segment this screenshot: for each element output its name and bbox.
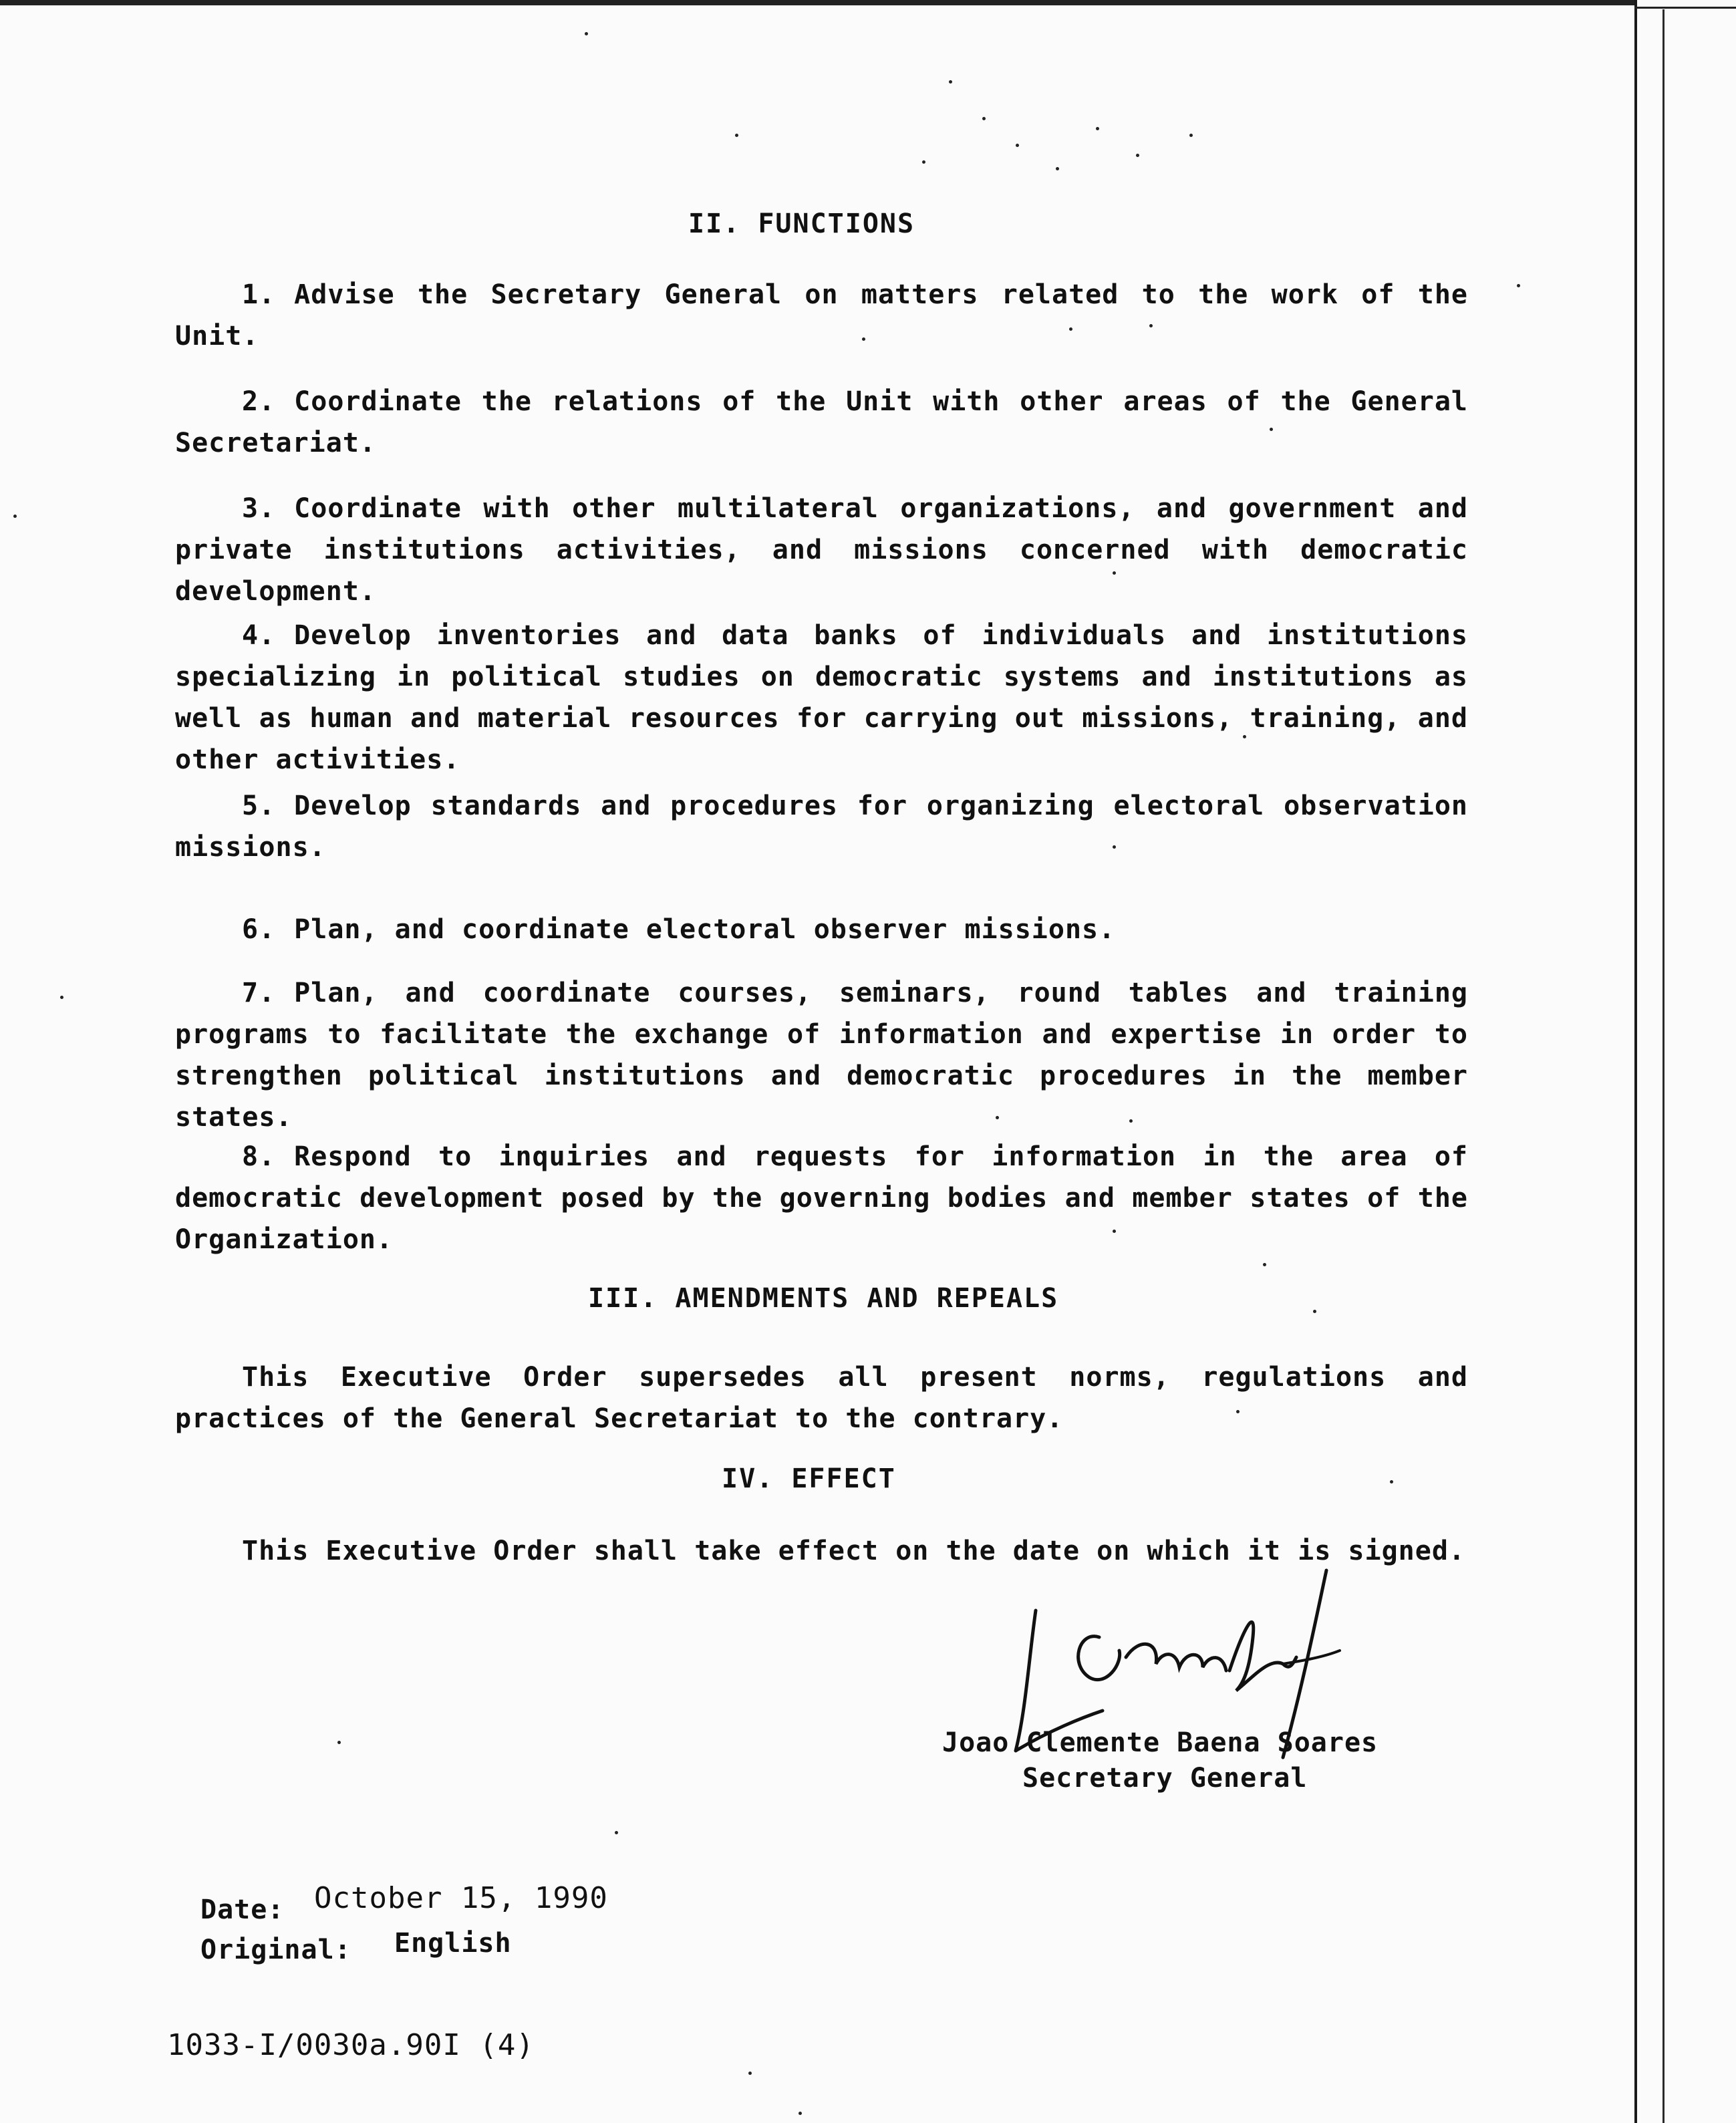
function-item-6	[175, 909, 1468, 950]
function-item-2	[175, 381, 1468, 464]
function-number: 3.	[242, 493, 276, 524]
scan-speck	[949, 80, 952, 84]
original-value: English	[394, 1928, 512, 1959]
function-number: 4.	[242, 620, 276, 651]
document-code: 1033-I/0030a.90I (4)	[167, 2028, 535, 2062]
scan-speck	[748, 2072, 752, 2075]
function-text: Respond to inquiries and requests for information in the area of democratic development posed by the governing bodies and member states of the Organization.	[175, 1141, 1468, 1255]
amendments-paragraph: This Executive Order supersedes all present norms, regulations and practices of the General Secretariat to the contrary.	[175, 1362, 1468, 1434]
function-item-4	[175, 615, 1468, 781]
function-text: Coordinate with other multilateral organizations, and government and private institutions activities, and missions concerned with democratic development.	[175, 493, 1468, 607]
function-number: 6.	[242, 914, 276, 945]
scan-speck	[1056, 167, 1059, 170]
date-label: Date:	[200, 1894, 285, 1925]
amendments-heading: III. AMENDMENTS AND REPEALS	[588, 1283, 1059, 1314]
scan-binding-edge	[1634, 0, 1637, 2123]
scan-speck	[615, 1831, 618, 1834]
scan-speck	[922, 160, 925, 164]
function-item-3	[175, 488, 1468, 612]
scan-speck	[735, 134, 738, 137]
effect-heading: IV. EFFECT	[722, 1463, 896, 1494]
function-text: Develop inventories and data banks of individuals and institutions specializing in political studies on democratic systems and institutions as well as human and material resources for carrying out missions, training, and other activities.	[175, 620, 1468, 775]
scan-speck	[1016, 144, 1019, 147]
function-item-5	[175, 785, 1468, 868]
scan-speck	[60, 996, 63, 999]
functions-heading: II. FUNCTIONS	[688, 208, 915, 239]
function-number: 1.	[242, 279, 276, 310]
function-number: 8.	[242, 1141, 276, 1172]
function-text: Plan, and coordinate electoral observer missions.	[294, 914, 1116, 945]
scan-top-edge	[0, 0, 1637, 5]
date-value: October 15, 1990	[314, 1881, 608, 1915]
scan-speck	[337, 1741, 341, 1744]
function-text: Develop standards and procedures for organizing electoral observation missions.	[175, 791, 1468, 863]
function-text: Coordinate the relations of the Unit with other areas of the General Secretariat.	[175, 386, 1468, 458]
scan-speck	[1189, 134, 1193, 137]
scan-speck	[1390, 1480, 1393, 1483]
scan-binding-edge-inner	[1662, 9, 1665, 2123]
function-number: 5.	[242, 791, 276, 821]
function-item-8	[175, 1136, 1468, 1260]
function-text: Advise the Secretary General on matters related to the work of the Unit.	[175, 279, 1468, 351]
scan-speck	[1263, 1263, 1266, 1266]
scan-speck	[1313, 1310, 1316, 1313]
scan-speck	[1096, 127, 1099, 130]
original-label: Original:	[200, 1935, 351, 1965]
signatory-title: Secretary General	[1022, 1763, 1308, 1794]
function-number: 2.	[242, 386, 276, 417]
scan-corner-edge	[1634, 7, 1736, 9]
function-text: Plan, and coordinate courses, seminars, round tables and training programs to facilitate the exchange of information and expertise in order to strengthen political institutions and democratic procedures in the member states.	[175, 978, 1468, 1133]
function-number: 7.	[242, 978, 276, 1008]
scan-speck	[585, 32, 588, 35]
scan-speck	[982, 117, 986, 120]
signatory-name: Joao Clemente Baena Soares	[942, 1727, 1379, 1758]
scan-speck	[1517, 284, 1520, 287]
function-item-7	[175, 972, 1468, 1138]
effect-paragraph: This Executive Order shall take effect on the date on which it is signed.	[242, 1536, 1465, 1566]
scan-speck	[1136, 154, 1139, 157]
function-item-1	[175, 274, 1468, 357]
scan-speck	[799, 2112, 802, 2115]
scan-speck	[13, 515, 17, 518]
